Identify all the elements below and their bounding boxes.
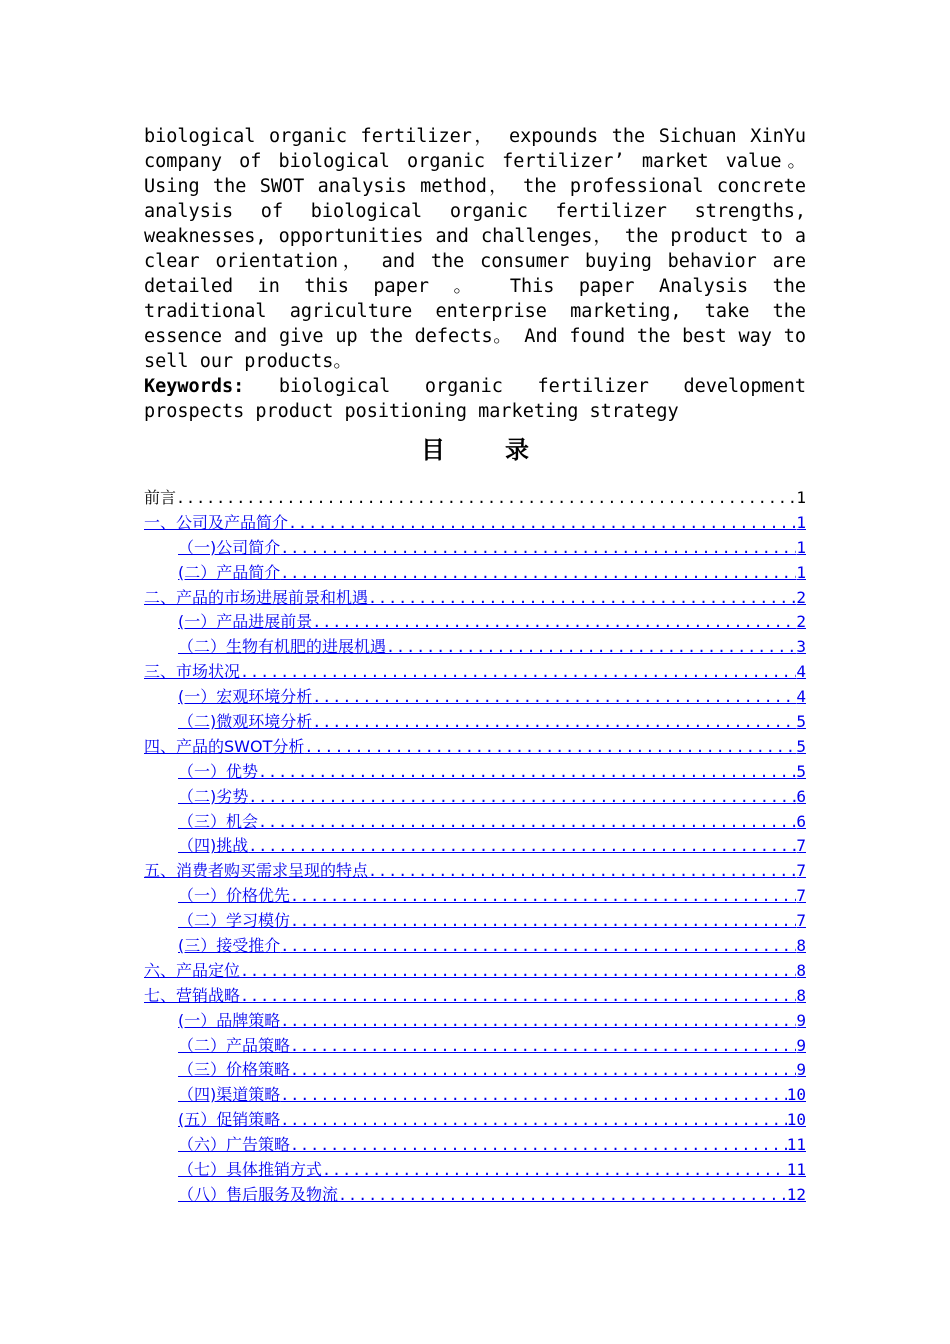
toc-entry-title: （二)劣势 [178,786,249,806]
toc-page-number: 8 [796,985,806,1005]
toc-entry-title: （一）优势 [178,761,259,781]
toc-item [144,561,806,586]
toc-page-number: 6 [796,786,806,806]
toc-link[interactable] [144,859,806,884]
toc-page-number: 12 [786,1184,806,1204]
toc-link[interactable] [178,1034,806,1059]
toc-leader-dots [368,586,796,611]
toc-link[interactable] [178,1158,806,1183]
toc-page-number: 9 [796,1010,806,1030]
toc-page-number: 7 [796,886,806,906]
toc-item [144,1009,806,1034]
toc-entry-title: 六、产品定位 [144,960,241,980]
toc-page-number: 10 [786,1085,806,1105]
toc-leader-dots [338,1183,787,1208]
toc-item [144,1083,806,1108]
toc-page-number: 4 [796,662,806,682]
toc-link[interactable] [178,1058,806,1083]
toc-item [144,1034,806,1059]
toc-leader-dots [280,561,796,586]
toc-page-number: 5 [796,761,806,781]
toc-leader-dots [288,511,796,536]
toc-entry-title: 三、市场状况 [144,662,241,682]
toc-leader-dots [280,1108,786,1133]
toc-link[interactable] [144,511,806,536]
toc-link[interactable] [178,909,806,934]
toc-page-number: 5 [796,712,806,732]
toc-page-number: 11 [786,1135,806,1155]
toc-item [144,810,806,835]
toc-entry-title: 一、公司及产品简介 [144,512,289,532]
toc-entry-title: （三）机会 [178,811,259,831]
toc-entry-title: （二）产品策略 [178,1035,291,1055]
toc-link[interactable] [178,785,806,810]
toc-link[interactable] [178,536,806,561]
toc-item [144,660,806,685]
toc-leader-dots [240,660,796,685]
toc-page-number: 1 [796,537,806,557]
toc-link[interactable] [144,660,806,685]
toc-page-number: 6 [796,811,806,831]
toc-entry-title: （二)微观环境分析 [178,712,313,732]
toc-item [144,586,806,611]
toc-item [144,859,806,884]
toc-entry-title: 五、消费者购买需求呈现的特点 [144,861,369,881]
toc-entry-title: （四)挑战 [178,836,249,856]
toc-leader-dots [258,760,796,785]
toc-entry-title: (二）产品简介 [178,562,281,582]
toc-page-number: 1 [796,488,806,507]
toc-link[interactable] [178,760,806,785]
abstract-body: biological organic fertilizer， expounds the Sichuan XinYu company of biological organic fertilizer’ market value。 Using the SWOT analysis method， the professional concrete analysis of biological organic fertilizer strengths, weaknesses, opportunities and challenges， the product to a clear orientation， and the consumer buying behavior are detailed in this paper 。 This paper Analysis the traditional agriculture enterprise marketing, take the essence and give up the defects。 And found the best way to sell our products。 [144,126,806,372]
keywords-label: Keywords: [144,376,245,397]
toc-item [144,486,806,511]
table-of-contents [144,486,806,1208]
toc-item [144,685,806,710]
toc-title: 目录 [421,436,589,464]
toc-entry-title: (一）品牌策略 [178,1010,281,1030]
toc-page-number: 11 [786,1160,806,1180]
toc-entry-title: 七、营销战略 [144,985,241,1005]
keywords-text: biological organic fertilizer development prospects product positioning marketing strategy [144,376,807,422]
toc-link[interactable] [178,1083,806,1108]
toc-leader-dots [280,536,796,561]
toc-link[interactable] [178,610,806,635]
toc-leader-dots [280,934,796,959]
toc-entry-title: (一）产品进展前景 [178,612,313,632]
toc-page-number: 1 [796,512,806,532]
toc-leader-dots [290,884,796,909]
toc-entry-title: 二、产品的市场进展前景和机遇 [144,587,369,607]
toc-item [144,610,806,635]
toc-link[interactable] [144,735,806,760]
toc-page-number: 4 [796,687,806,707]
toc-leader-dots [304,735,796,760]
toc-entry-title: 前言 [144,488,177,507]
toc-link[interactable] [178,635,806,660]
toc-page-number: 10 [786,1110,806,1130]
toc-page-number: 8 [796,936,806,956]
toc-leader-dots [368,859,796,884]
toc-leader-dots [280,1009,796,1034]
toc-leader-dots [280,1083,786,1108]
toc-leader-dots [290,1034,796,1059]
toc-page-number: 1 [796,562,806,582]
toc-leader-dots [290,909,796,934]
toc-entry-title: (一）宏观环境分析 [178,687,313,707]
toc-item [144,635,806,660]
toc-link[interactable] [178,1108,806,1133]
toc-leader-dots [248,785,796,810]
toc-page-number: 3 [796,637,806,657]
toc-item [144,511,806,536]
toc-entry-title: （六）广告策略 [178,1135,291,1155]
toc-entry-title: （三）价格策略 [178,1060,291,1080]
toc-item [144,536,806,561]
toc-item [144,735,806,760]
toc-item [144,934,806,959]
toc-item [144,884,806,909]
toc-page-number: 7 [796,911,806,931]
toc-link[interactable] [178,1133,806,1158]
toc-item [144,710,806,735]
toc-leader-dots [312,710,796,735]
toc-link[interactable] [178,1183,806,1208]
toc-item [144,984,806,1009]
toc-entry-title: （七）具体推销方式 [178,1160,323,1180]
toc-page-number: 8 [796,960,806,980]
toc-entry-title: （二）生物有机肥的进展机遇 [178,637,387,657]
toc-leader-dots [386,635,796,660]
toc-leader-dots [290,1058,796,1083]
toc-leader-dots [258,810,796,835]
toc-item [144,1058,806,1083]
toc-item [144,1183,806,1208]
toc-link[interactable] [178,834,806,859]
toc-link[interactable] [178,934,806,959]
toc-leader-dots [248,834,796,859]
toc-leader-dots [322,1158,787,1183]
toc-entry-title: (五）促销策略 [178,1110,281,1130]
toc-leader-dots [312,685,796,710]
toc-leader-dots [312,610,796,635]
toc-page-number: 2 [796,612,806,632]
toc-page-number: 2 [796,587,806,607]
toc-entry-title: （一）价格优先 [178,886,291,906]
toc-item [144,760,806,785]
toc-leader-dots [290,1133,787,1158]
toc-link[interactable] [144,959,806,984]
toc-leader-dots [240,984,796,1009]
toc-entry-title: （八）售后服务及物流 [178,1184,339,1204]
toc-entry-title: 四、产品的SWOT分析 [144,736,305,756]
toc-page-number: 7 [796,861,806,881]
toc-entry-title: （一)公司简介 [178,537,281,557]
toc-item [144,834,806,859]
toc-item [144,909,806,934]
toc-link[interactable] [178,810,806,835]
toc-entry-title: (三）接受推介 [178,936,281,956]
toc-page-number: 9 [796,1060,806,1080]
toc-leader-dots [176,486,796,511]
abstract-section [144,124,806,424]
toc-item [144,959,806,984]
toc-page-number: 7 [796,836,806,856]
toc-item [144,1158,806,1183]
toc-link[interactable] [144,984,806,1009]
toc-link[interactable] [144,586,806,611]
toc-link[interactable] [178,685,806,710]
keywords-line [144,374,806,424]
toc-link[interactable] [178,884,806,909]
toc-leader-dots [240,959,796,984]
toc-item [144,785,806,810]
toc-page-number: 5 [796,736,806,756]
toc-link[interactable] [178,561,806,586]
toc-entry-title: （四)渠道策略 [178,1085,281,1105]
toc-item [144,1133,806,1158]
toc-link[interactable] [178,1009,806,1034]
toc-link [144,486,806,511]
toc-page-number: 9 [796,1035,806,1055]
toc-entry-title: （二）学习模仿 [178,911,291,931]
toc-link[interactable] [178,710,806,735]
toc-item [144,1108,806,1133]
